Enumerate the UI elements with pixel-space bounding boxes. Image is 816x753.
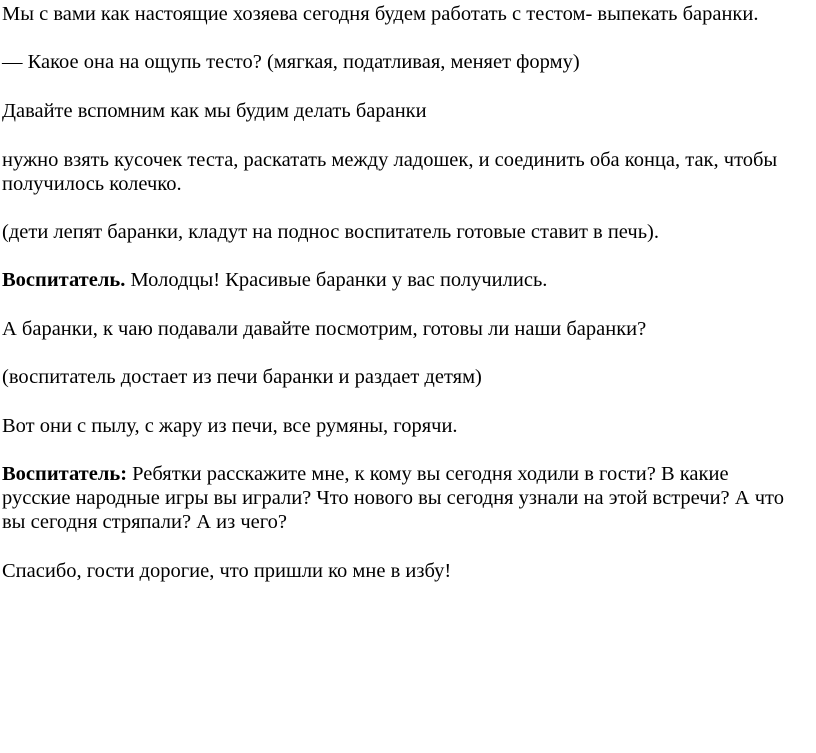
paragraph-1: [2, 2, 812, 26]
paragraph-9: [2, 414, 812, 438]
paragraph-text: Давайте вспомним как мы будим делать баранки: [2, 100, 427, 122]
paragraph-line: нужно взять кусочек теста, раскатать между ладошек, и соединить оба конца, так, чтобы: [2, 149, 778, 171]
paragraph-text: — Какое она на ощупь тесто? (мягкая, податливая, меняет форму): [2, 51, 580, 73]
speaker-label: Воспитатель:: [2, 463, 128, 485]
paragraph-3: [2, 99, 812, 123]
paragraph-line: [2, 268, 812, 292]
paragraph-10: [2, 462, 812, 534]
paragraph-7: [2, 317, 812, 341]
paragraph-text: (воспитатель достает из печи баранки и раздает детям): [2, 366, 482, 388]
paragraph-text: Вот они с пылу, с жару из печи, все румяны, горячи.: [2, 415, 458, 437]
paragraph-5: [2, 220, 812, 244]
paragraph-11: [2, 559, 812, 583]
paragraph-2: [2, 50, 812, 74]
paragraph-text: (дети лепят баранки, кладут на поднос воспитатель готовые ставит в печь).: [2, 221, 660, 243]
paragraph-line: [2, 462, 812, 486]
speaker-label: Воспитатель.: [2, 269, 126, 291]
paragraph-6: [2, 268, 812, 292]
paragraph-line: получилось колечко.: [2, 173, 182, 195]
paragraph-text: Мы с вами как настоящие хозяева сегодня будем работать с тестом- выпекать баранки.: [2, 3, 759, 25]
paragraph-line: вы сегодня стряпали? А из чего?: [2, 511, 287, 533]
paragraph-text: Ребятки расскажите мне, к кому вы сегодня ходили в гости? В какие: [127, 463, 729, 485]
paragraph-line: русские народные игры вы играли? Что нового вы сегодня узнали на этой встречи? А что: [2, 487, 784, 509]
paragraph-4: [2, 148, 812, 196]
paragraph-text: А баранки, к чаю подавали давайте посмотрим, готовы ли наши баранки?: [2, 318, 647, 340]
paragraph-text: Молодцы! Красивые баранки у вас получились.: [125, 269, 548, 291]
paragraph-8: [2, 365, 812, 389]
paragraph-text: Спасибо, гости дорогие, что пришли ко мне в избу!: [2, 560, 452, 582]
